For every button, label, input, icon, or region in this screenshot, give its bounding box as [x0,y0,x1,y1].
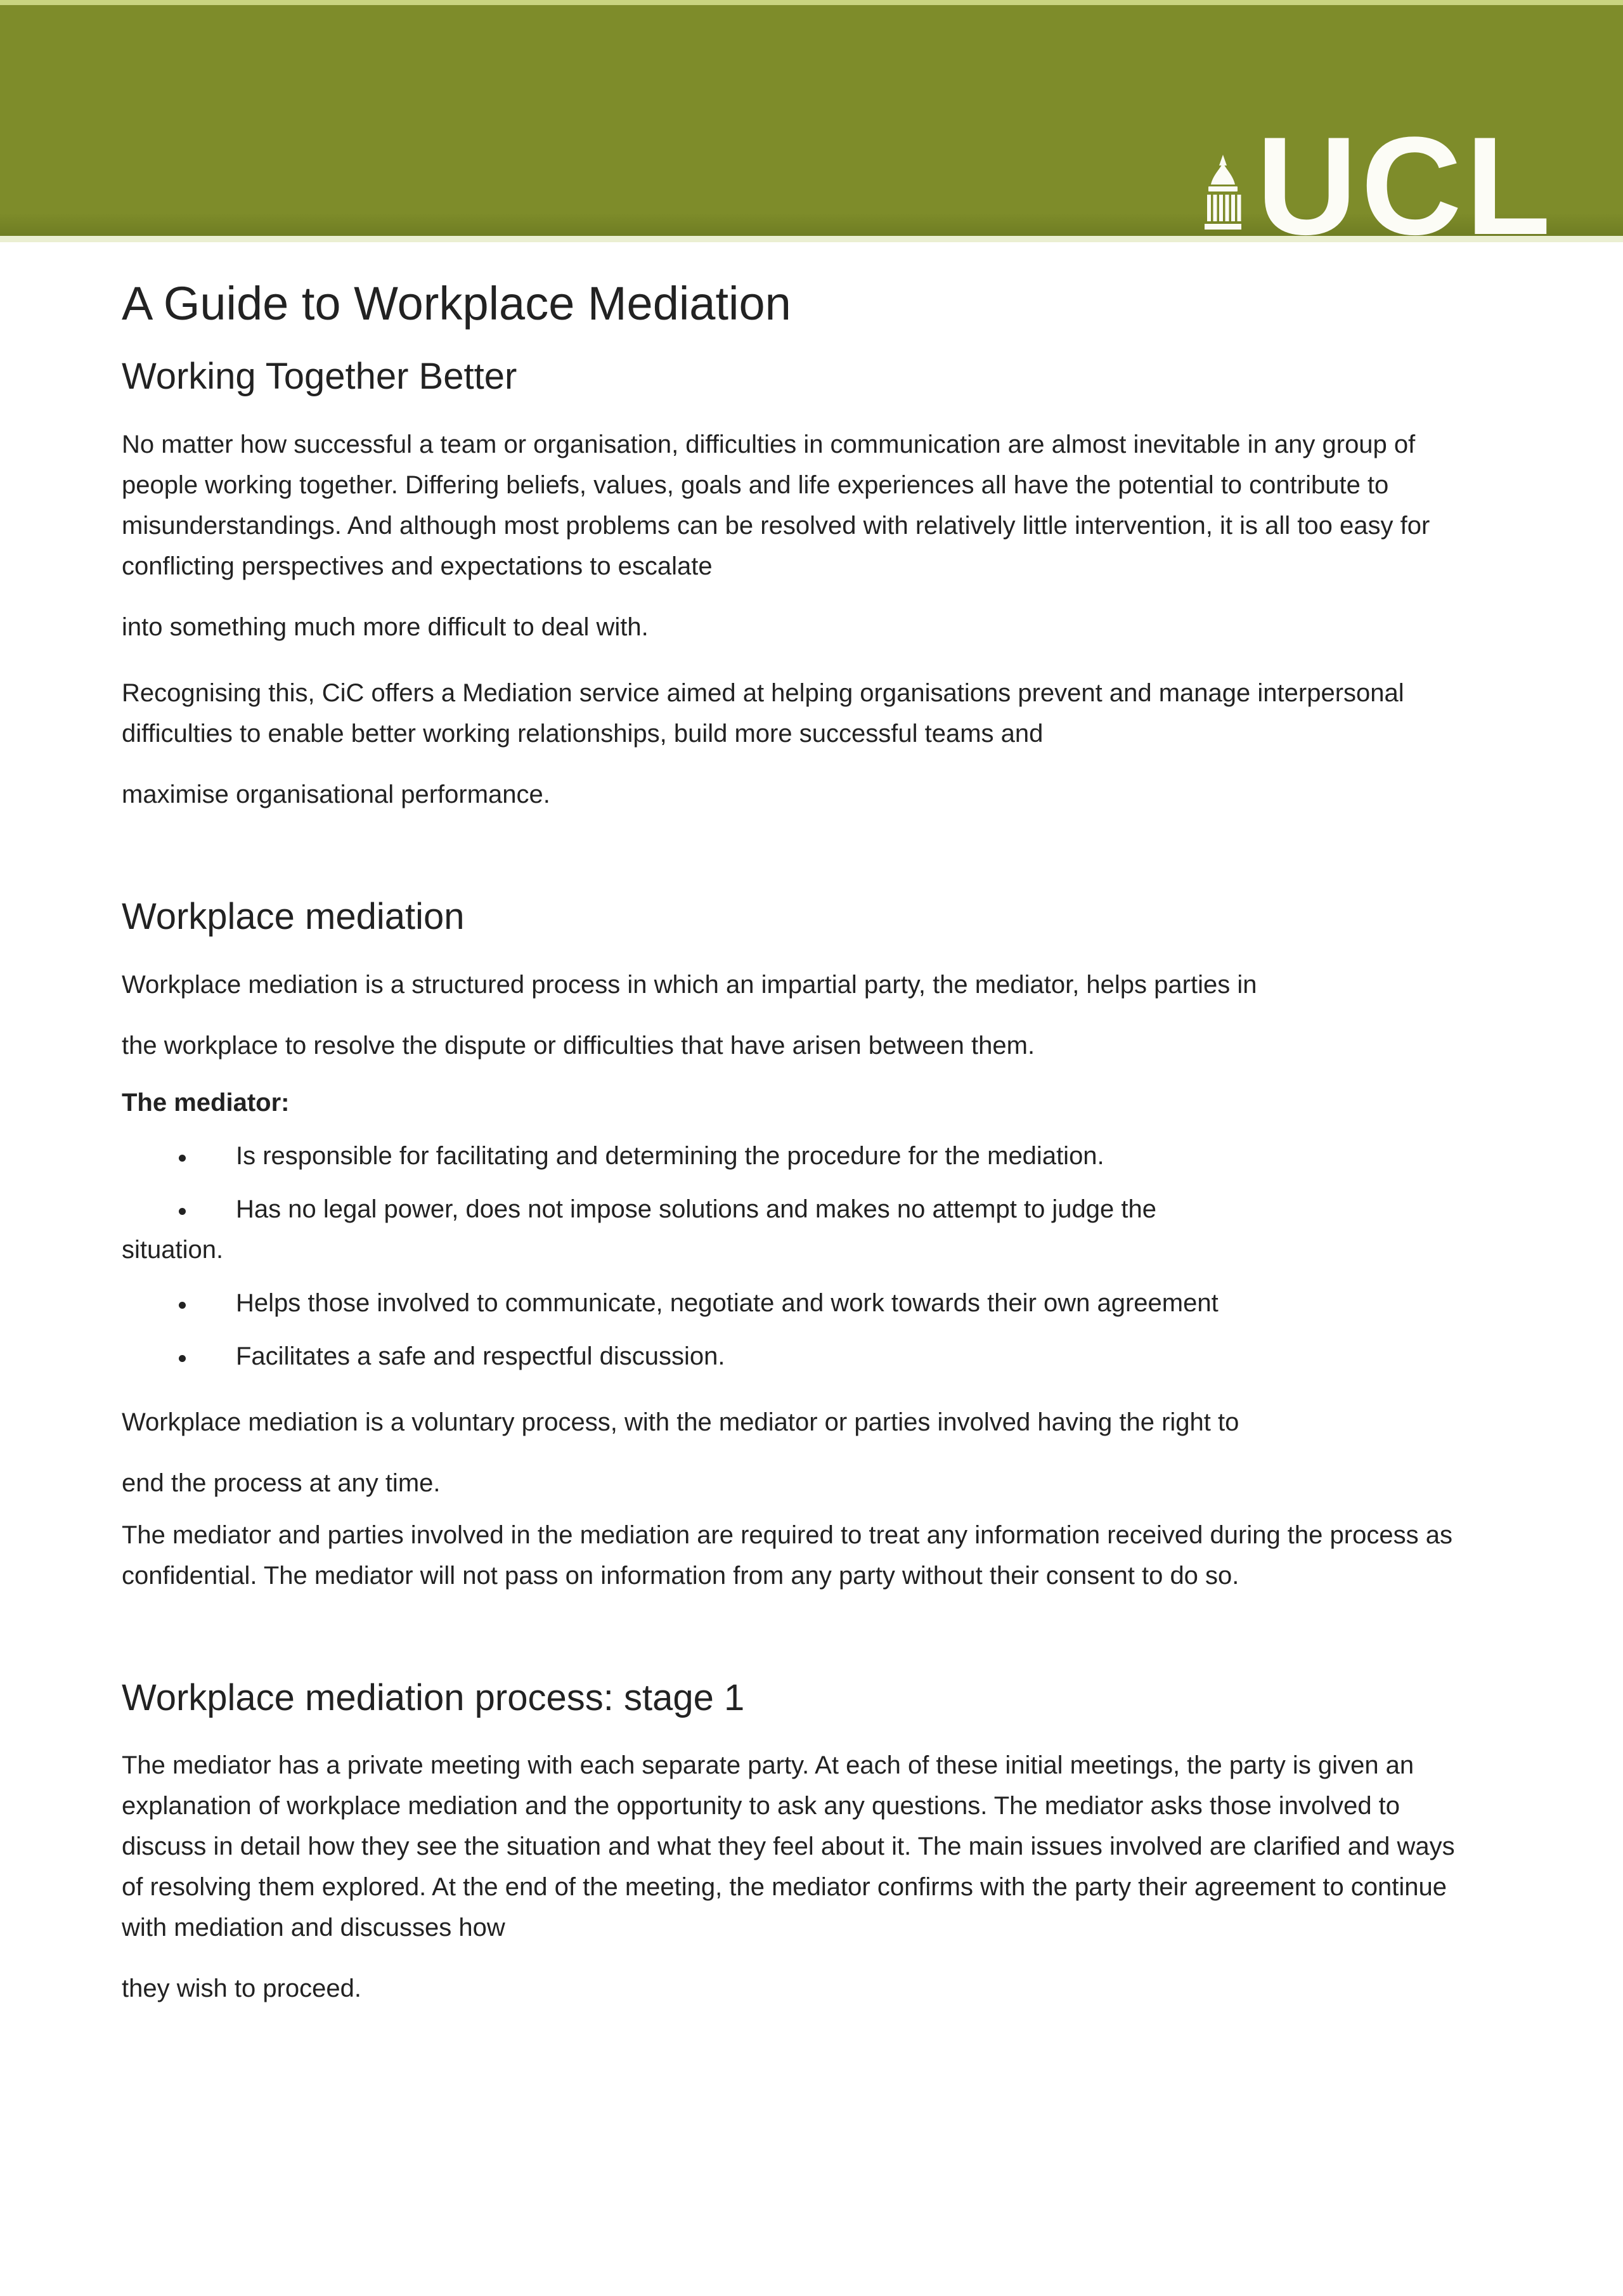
bullet-text: Has no legal power, does not impose solutions and makes no attempt to judge the [236,1195,1157,1223]
bullet-marker [179,1208,186,1215]
paragraph: the workplace to resolve the dispute or difficulties that have arisen between them. [122,1031,1035,1060]
ucl-banner [0,0,1623,264]
bullet-marker [179,1355,186,1362]
bullet-item [122,1283,1465,1323]
bullet-marker [179,1155,186,1162]
paragraph: The mediator and parties involved in the mediation are required to treat any information received during the process as confidential. The mediator will not pass on information from any party without their consent to do so. [122,1521,1452,1590]
ucl-logo [1205,108,1555,264]
paragraph: they wish to proceed. [122,1975,361,2003]
document-title: A Guide to Workplace Mediation [122,277,791,330]
section-heading: Workplace mediation [122,895,465,937]
bullet-text-overflow: situation. [122,1235,224,1264]
bullet-list [122,1136,1465,1377]
paragraph: into something much more difficult to deal with. [122,613,649,641]
bullet-item [122,1136,1465,1176]
paragraph: No matter how successful a team or organisation, difficulties in communication are almost inevitable in any group of people working together. Differing beliefs, values, goals and life experiences all have the potential to contribute to misunderstandings. And although most problems can be resolved with relatively little intervention, it is all too easy for conflicting perspectives and expectations to escalate [122,430,1430,580]
section-heading: Working Together Better [122,356,517,398]
section-heading: Workplace mediation process: stage 1 [122,1677,745,1718]
bullet-item [122,1189,1465,1270]
bullet-marker [179,1302,186,1309]
document-page [0,278,1623,2009]
paragraph: Recognising this, CiC offers a Mediation service aimed at helping organisations prevent and manage interpersonal difficulties to enable better working relationships, build more successful teams and [122,678,1404,748]
bullet-text: Is responsible for facilitating and determining the procedure for the mediation. [236,1141,1104,1170]
paragraph: Workplace mediation is a voluntary process, with the mediator or parties involved having the right to [122,1408,1239,1436]
bold-label: The mediator: [122,1088,290,1117]
ucl-portico-icon [1205,155,1241,230]
paragraph: Workplace mediation is a structured process in which an impartial party, the mediator, helps parties in [122,970,1257,999]
paragraph: maximise organisational performance. [122,780,550,808]
paragraph: The mediator has a private meeting with each separate party. At each of these initial meetings, the party is given an explanation of workplace mediation and the opportunity to ask any questions. The mediator asks those involved to discuss in detail how they see the situation and what they feel about it. The main issues involved are clarified and ways of resolving them explored. At the end of the meeting, the mediator confirms with the party their agreement to continue with mediation and discusses how [122,1751,1455,1942]
bullet-text: Facilitates a safe and respectful discussion. [236,1342,725,1370]
bullet-text: Helps those involved to communicate, negotiate and work towards their own agreement [236,1288,1219,1317]
bullet-item [122,1336,1465,1377]
document-body [122,278,1465,2009]
paragraph: end the process at any time. [122,1469,441,1497]
ucl-logo-text: UCL [1256,108,1555,264]
